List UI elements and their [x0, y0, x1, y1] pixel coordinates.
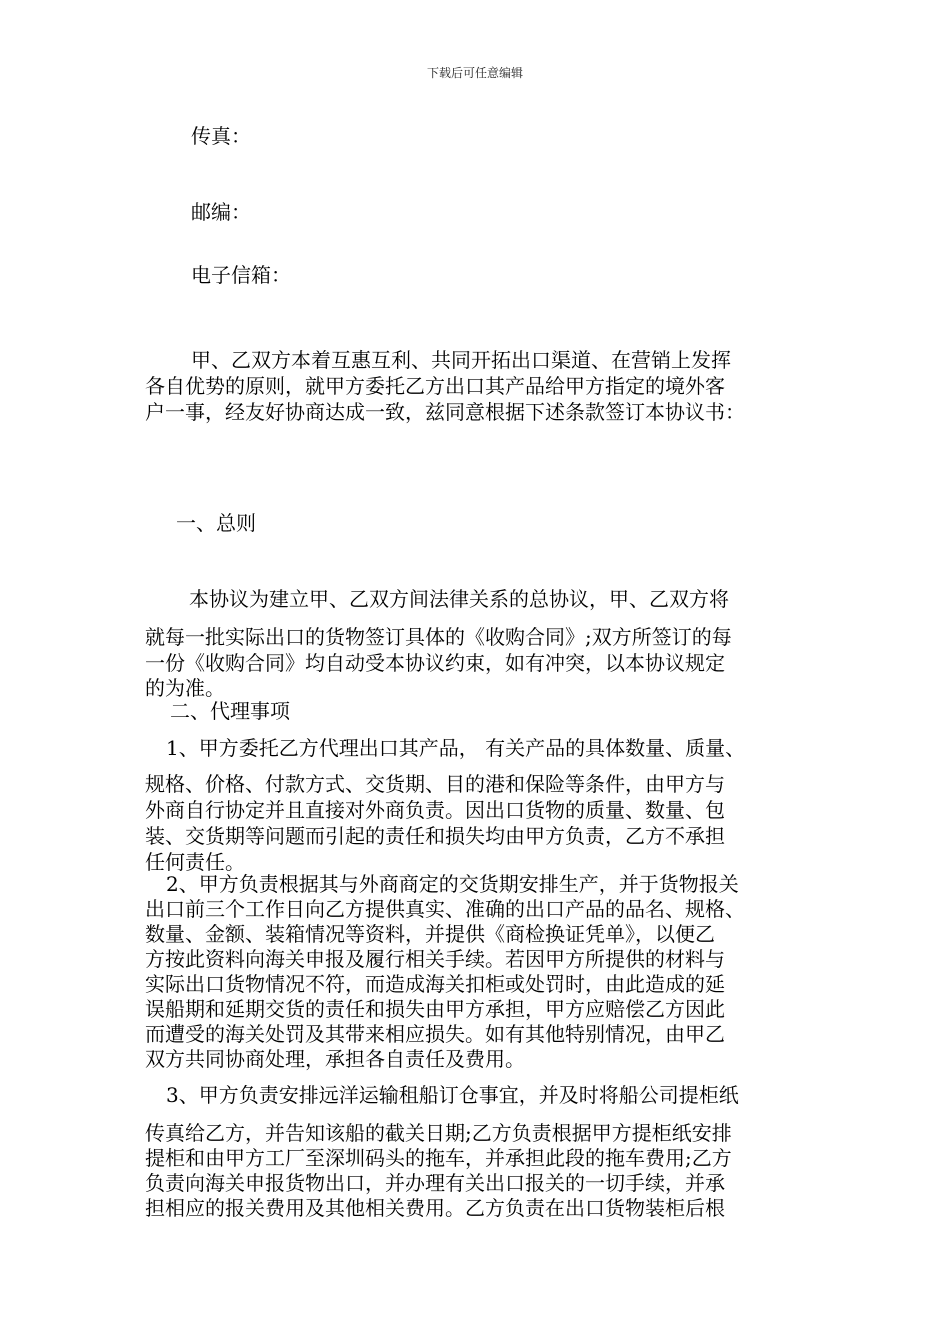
section-1-line: 一份《收购合同》均自动受本协议约束，如有冲突，以本协议规定	[145, 651, 725, 675]
postcode-field-label: 邮编：	[191, 200, 251, 224]
item-1-line: 任何责任。	[145, 850, 245, 874]
intro-line: 甲、乙双方本着互惠互利、共同开拓出口渠道、在营销上发挥	[191, 348, 731, 372]
intro-line: 户一事，经友好协商达成一致，兹同意根据下述条款签订本协议书：	[145, 400, 745, 424]
section-1-line: 的为准。	[145, 676, 225, 700]
item-2-line: 2、甲方负责根据其与外商商定的交货期安排生产，并于货物报关	[166, 872, 739, 896]
section-1-line: 本协议为建立甲、乙双方间法律关系的总协议，甲、乙双方将	[189, 587, 729, 611]
item-2-line: 数量、金额、装箱情况等资料，并提供《商检换证凭单》，以便乙	[145, 922, 715, 946]
item-3-line: 担相应的报关费用及其他相关费用。乙方负责在出口货物装柜后根	[145, 1196, 725, 1220]
item-2-line: 实际出口货物情况不符，而造成海关扣柜或处罚时，由此造成的延	[145, 972, 725, 996]
section-1-line: 就每一批实际出口的货物签订具体的《收购合同》;双方所签订的每	[145, 625, 732, 649]
section-2-title: 二、代理事项	[170, 699, 290, 723]
item-3-line: 3、甲方负责安排远洋运输租船订仓事宜，并及时将船公司提柜纸	[166, 1083, 739, 1107]
item-2-line: 出口前三个工作日向乙方提供真实、准确的出口产品的品名、规格、	[145, 897, 745, 921]
item-2-line: 双方共同协商处理，承担各自责任及费用。	[145, 1047, 525, 1071]
page-header-note: 下载后可任意编辑	[426, 66, 523, 80]
item-1-line: 1、甲方委托乙方代理出口其产品， 有关产品的具体数量、质量、	[166, 736, 746, 760]
item-2-line: 方按此资料向海关申报及履行相关手续。若因甲方所提供的材料与	[145, 947, 725, 971]
item-1-line: 装、交货期等问题而引起的责任和损失均由甲方负责，乙方不承担	[145, 824, 725, 848]
intro-line: 各自优势的原则，就甲方委托乙方出口其产品给甲方指定的境外客	[145, 374, 725, 398]
fax-field-label: 传真：	[191, 124, 251, 148]
item-1-line: 外商自行协定并且直接对外商负责。因出口货物的质量、数量、包	[145, 798, 725, 822]
section-1-title: 一、总则	[176, 511, 256, 535]
item-2-line: 误船期和延期交货的责任和损失由甲方承担，甲方应赔偿乙方因此	[145, 997, 725, 1021]
item-3-line: 负责向海关申报货物出口，并办理有关出口报关的一切手续，并承	[145, 1171, 725, 1195]
email-field-label: 电子信箱：	[191, 263, 291, 287]
item-1-line: 规格、价格、付款方式、交货期、目的港和保险等条件，由甲方与	[145, 772, 725, 796]
item-3-line: 传真给乙方，并告知该船的截关日期;乙方负责根据甲方提柜纸安排	[145, 1121, 732, 1145]
item-3-line: 提柜和由甲方工厂至深圳码头的拖车，并承担此段的拖车费用;乙方	[145, 1146, 732, 1170]
item-2-line: 而遭受的海关处罚及其带来相应损失。如有其他特别情况，由甲乙	[145, 1022, 725, 1046]
